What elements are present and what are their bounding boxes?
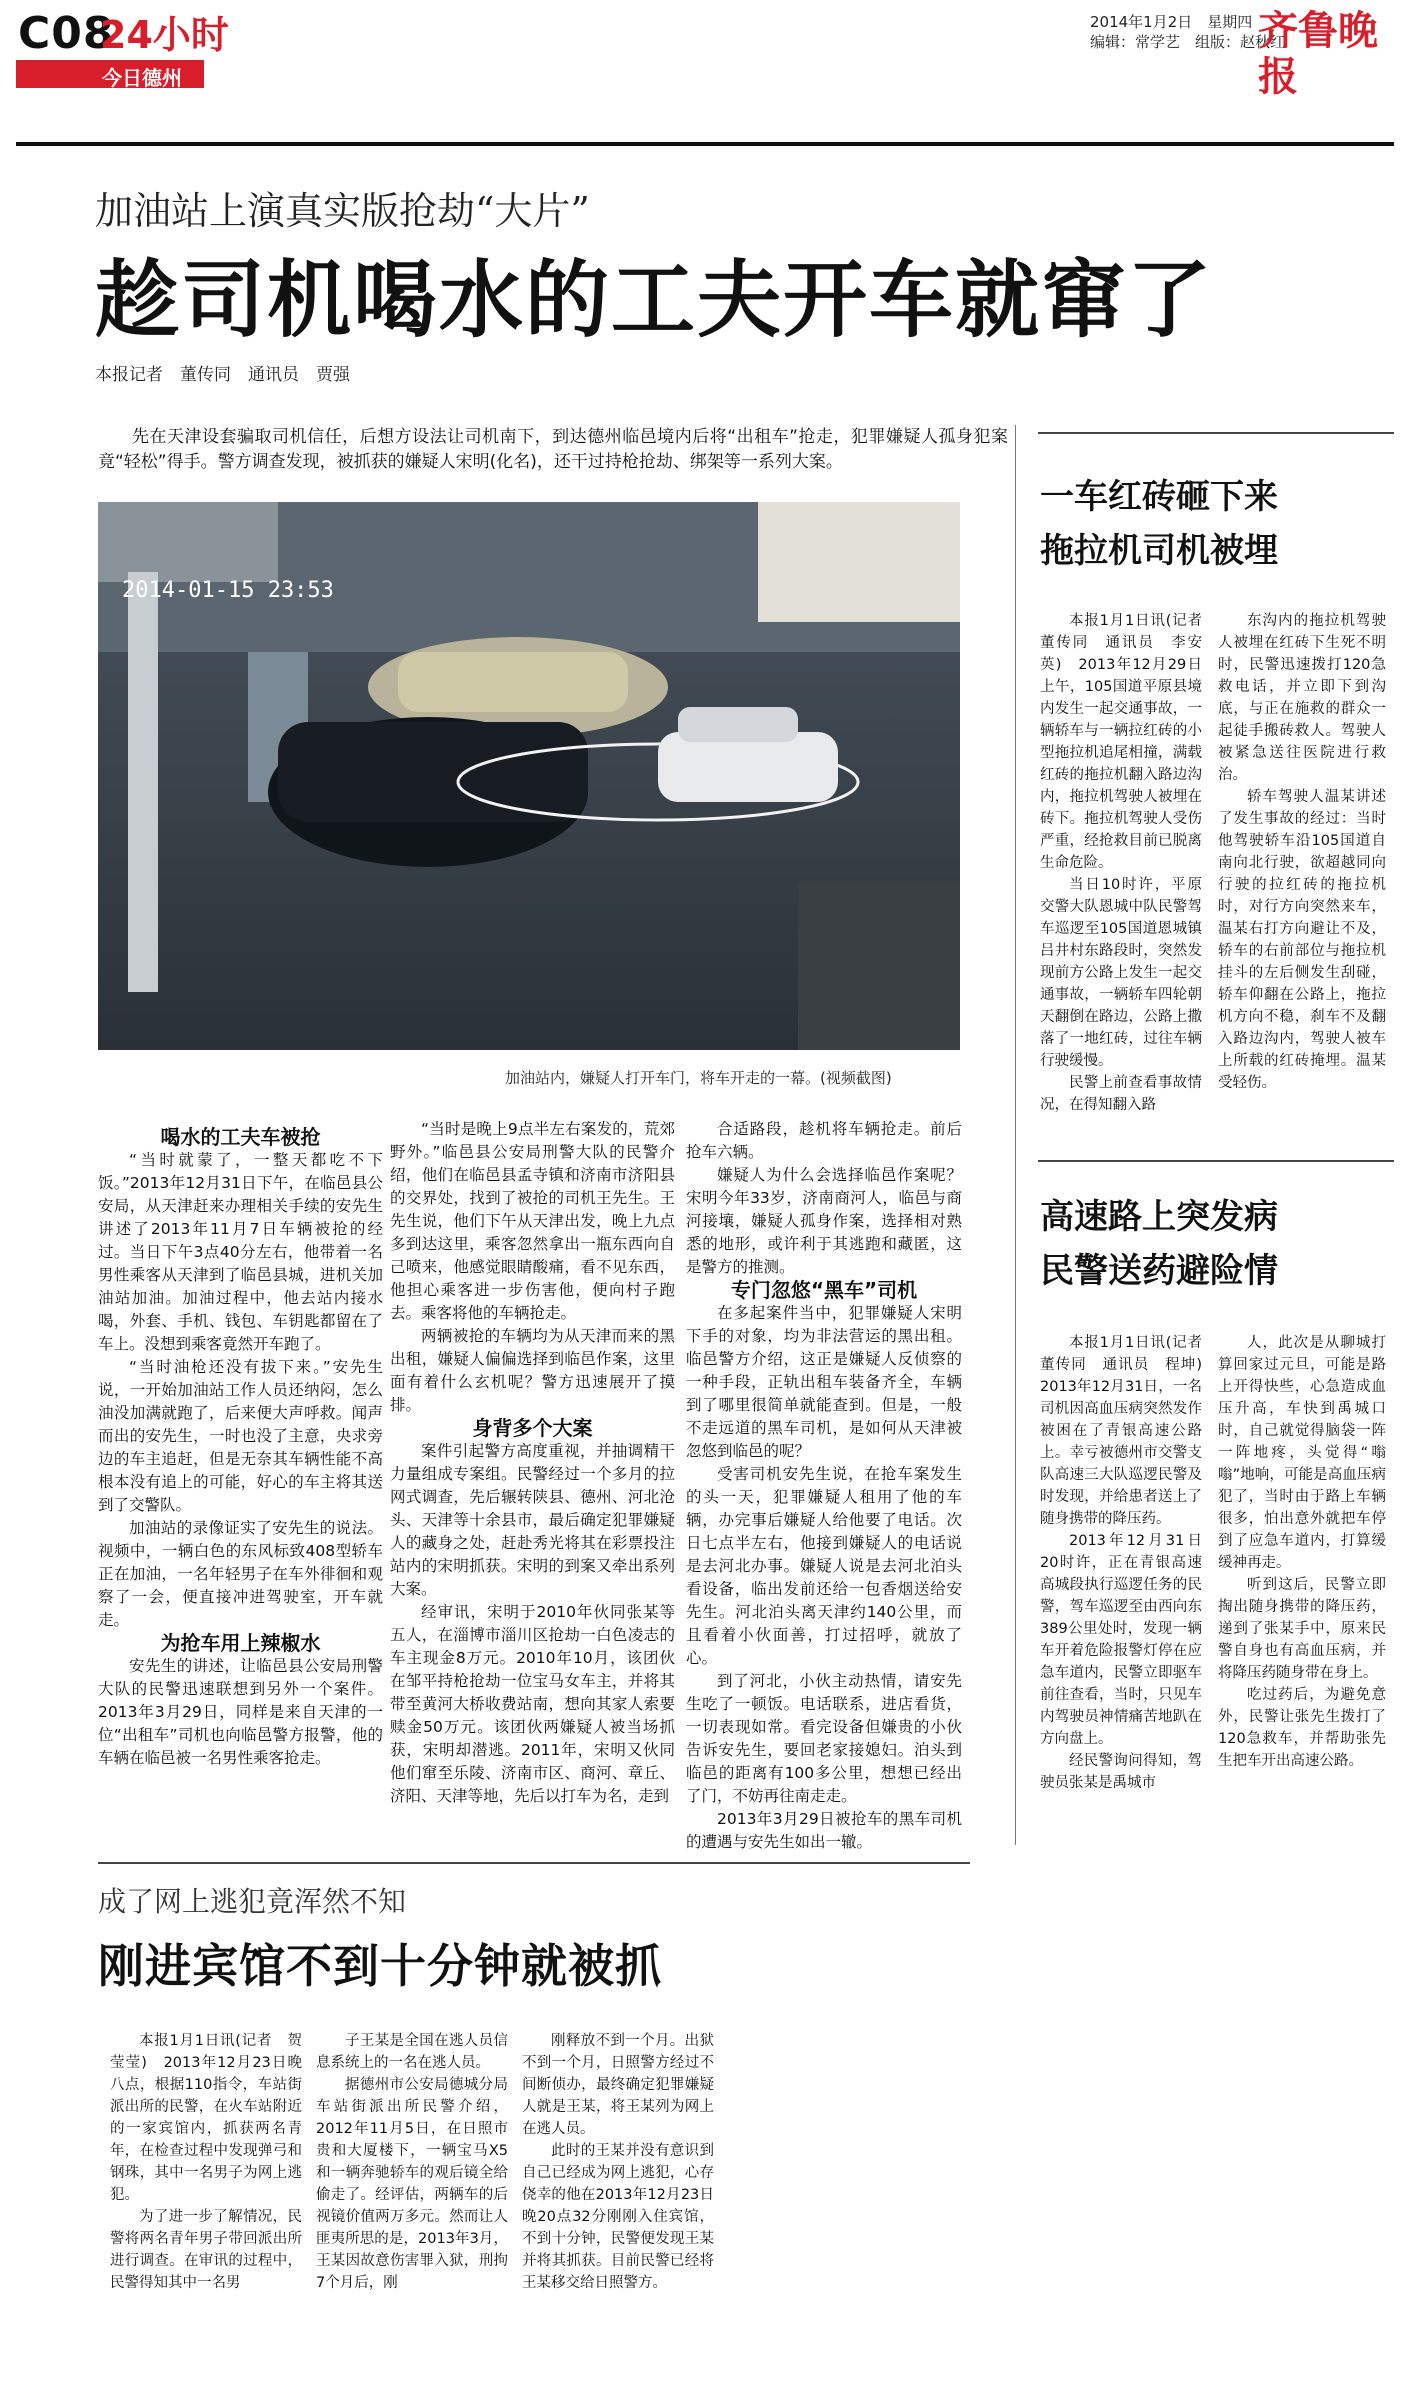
paragraph: 听到这后，民警立即掏出随身携带的降压药，递到了张某手中，原来民警自身也有高血压病，并将降压药随身带在身上。 — [1218, 1577, 1386, 1681]
paragraph: 到了河北，小伙主动热情，请安先生吃了一顿饭。电话联系，进店看货，一切表现如常。看完设备但嫌贵的小伙告诉安先生，要回老家接媳妇。泊头到临邑的距离有100多公里，想想已经出了门，不妨再往南走走。 — [686, 1672, 962, 1805]
side2-headline — [1040, 1190, 1278, 1298]
paragraph: 本报1月1日讯(记者 董传同 通讯员 李安英) 2013年12月29日上午，105国道平原县境内发生一起交通事故，一辆轿车与一辆拉红砖的小型拖拉机追尾相撞，满载红砖的拖拉机翻入路边沟内，拖拉机驾驶人被埋在砖下。拖拉机驾驶人受伤严重，经抢救目前已脱离生命危险。 — [1040, 613, 1217, 871]
side2-headline-line1: 高速路上突发病 — [1040, 1197, 1278, 1237]
header-meta — [1090, 12, 1285, 52]
side1-headline-line1: 一车红砖砸下来 — [1040, 477, 1278, 517]
bottom-headline: 刚进宾馆不到十分钟就被抓 — [98, 1939, 662, 1993]
newspaper-logo: 齐鲁晚报 — [1258, 7, 1378, 100]
bottom-kicker: 成了网上逃犯竟浑然不知 — [98, 1885, 407, 1918]
cctv-photo — [98, 502, 960, 1050]
paragraph: 本报1月1日讯(记者 贺莹莹) 2013年12月23日晚八点，根据110指令，车站街派出所的民警，在火车站附近的一家宾馆内，抓获两名青年，在检查过程中发现弹弓和钢珠，其中一名男子为网上逃犯。 — [110, 2033, 302, 2203]
bottom-column-3 — [522, 2030, 714, 2294]
bottom-column-2 — [316, 2030, 508, 2294]
paragraph: 刚释放不到一个月。出狱不到一个月，日照警方经过不间断侦办，最终确定犯罪嫌疑人就是王某，将王某列为网上在逃人员。 — [522, 2033, 714, 2137]
paragraph: 加油站的录像证实了安先生的说法。视频中，一辆白色的东风标致408型轿车正在加油，一名年轻男子在车外徘徊和观察了一会，便直接冲进驾驶室，开车就走。 — [98, 1519, 383, 1629]
subhead: 身背多个大案 — [472, 1416, 593, 1440]
paragraph: 案件引起警方高度重视，并抽调精干力量组成专案组。民警经过一个多月的拉网式调查，先后辗转陕县、德州、河北沧头、天津等十余县市，最后确定犯罪嫌疑人的藏身之处，赶赴秀光将其在彩票投注站内的宋明抓获。宋明的到案又牵出系列大案。 — [390, 1442, 675, 1598]
paragraph: 经民警询问得知，驾驶员张某是禹城市 — [1040, 1753, 1202, 1791]
side-rule — [1038, 1160, 1394, 1162]
side-rule — [1038, 432, 1394, 434]
page-code: C08 — [18, 8, 115, 59]
paragraph: 2013年3月29日被抢车的黑车司机的遭遇与安先生如出一辙。 — [686, 1810, 962, 1851]
photo-caption: 加油站内，嫌疑人打开车门，将车开走的一幕。(视频截图) — [505, 1069, 892, 1087]
main-headline: 趁司机喝水的工夫开车就窜了 — [95, 251, 1214, 349]
paragraph: 东沟内的拖拉机驾驶人被埋在红砖下生死不明时，民警迅速拨打120急救电话，并立即下到沟底，与正在施救的群众一起徒手搬砖救人。驾驶人被紧急送往医院进行救治。 — [1218, 613, 1386, 783]
paragraph: “当时就蒙了，一整天都吃不下饭。”2013年12月31日下午，在临邑县公安局，从天津赶来办理相关手续的安先生讲述了2013年11月7日车辆被抢的经过。当日下午3点40分左右，他带着一名男性乘客从天津到了临邑县城，进机关加油站加油。加油过程中，他去站内接水喝，外套、手机、钱包、车钥匙都留在了车上。没想到乘客竟然开车跑了。 — [98, 1151, 383, 1353]
editor-credits: 编辑：常学艺 组版：赵秋红 — [1090, 33, 1286, 51]
paragraph: 人，此次是从聊城打算回家过元旦，可能是路上开得快些，心急造成血压升高，车快到禹城口时，自己就觉得脑袋一阵一阵地疼，头觉得“嗡嗡”地响，可能是高血压病犯了，当时由于路上车辆很多，怕出意外就把车停到了应急车道内，打算缓缓神再走。 — [1218, 1335, 1386, 1571]
side1-headline — [1040, 470, 1278, 578]
subsection-bar — [16, 60, 204, 88]
paragraph: 本报1月1日讯(记者 董传同 通讯员 程坤) 2013年12月31日，一名司机因高血压病突然发作被困在了青银高速公路上。幸亏被德州市交警支队高速三大队巡逻民警及时发现，并给患者送上了随身携带的降压药。 — [1040, 1335, 1217, 1527]
paragraph: “当时油枪还没有拔下来。”安先生说，一开始加油站工作人员还纳闷，怎么油没加满就跑了，后来便大声呼救。闻声而出的安先生，一时也没了主意，央求旁边的车主追赶，但是无奈其车辆性能不高根本没有追上的可能，好心的车主将其送到了交警队。 — [98, 1358, 383, 1514]
paragraph: 民警上前查看事故情况，在得知翻入路 — [1040, 1075, 1202, 1113]
paragraph: 2013年12月31日20时许，正在青银高速高城段执行巡逻任务的民警，驾车巡逻至由西向东389公里处时，发现一辆车开着危险报警灯停在应急车道内，民警立即驱车前往查看，当时，只见车内驾驶员神情痛苦地趴在方向盘上。 — [1040, 1533, 1202, 1747]
section-title: 24小时 — [100, 13, 229, 57]
paragraph: “当时是晚上9点半左右案发的，荒郊野外。”临邑县公安局刑警大队的民警介绍，他们在临邑县孟寺镇和济南市济阳县的交界处，找到了被抢的司机王先生。王先生说，他们下午从天津出发，晚上九点多到达这里，乘客忽然拿出一瓶东西向自己喷来，他感觉眼睛酸痛，看不见东西，他担心乘客进一步伤害他，便向村子跑去。乘客将他的车辆抢走。 — [390, 1120, 675, 1322]
paragraph: 轿车驾驶人温某讲述了发生事故的经过：当时他驾驶轿车沿105国道自南向北行驶，欲超越同向行驶的拉红砖的拖拉机时，对行方向突然来车，温某右打方向避让不及，轿车的右前部位与拖拉机挂斗的左后侧发生刮碰，轿车仰翻在公路上，拖拉机方向不稳，刹车不及翻入路边沟内，驾驶人被车上所载的红砖掩埋。温某受轻伤。 — [1218, 789, 1386, 1091]
paragraph: 经审讯，宋明于2010年伙同张某等五人，在淄博市淄川区抢劫一白色凌志的车主现金8万元。2010年10月，该团伙在邹平持枪抢劫一位宝马女车主，并将其带至黄河大桥收费站南，想向其家人索要赎金50万元。该团伙两嫌疑人被当场抓获，宋明却潜逃。2011年，宋明又伙同他们窜至乐陵、济南市区、商河、章丘、济阳、天津等地，先后以打车为名，走到 — [390, 1603, 675, 1805]
main-column-2 — [390, 1118, 675, 1808]
side1-headline-line2: 拖拉机司机被埋 — [1040, 531, 1278, 571]
side2-column-1 — [1040, 1332, 1217, 1794]
paragraph: 为了进一步了解情况，民警将两名青年男子带回派出所进行调查。在审讯的过程中，民警得知其中一名男 — [110, 2209, 302, 2291]
cctv-timestamp: 2014-01-15 23:53 — [122, 578, 334, 603]
paragraph: 吃过药后，为避免意外，民警让张先生拨打了120急救车，并帮助张先生把车开出高速公路。 — [1218, 1687, 1386, 1769]
main-column-3 — [686, 1118, 962, 1854]
paragraph: 在多起案件当中，犯罪嫌疑人宋明下手的对象，均为非法营运的黑出租。临邑警方介绍，这正是嫌疑人反侦察的一种手段，正轨出租车装备齐全，车辆到了哪里很简单就能查到。但是，一般不走远道的黑车司机，是如何从天津被忽悠到临邑的呢？ — [686, 1304, 962, 1460]
issue-date: 2014年1月2日 星期四 — [1090, 13, 1253, 31]
subsection-label: 今日德州 — [102, 66, 182, 90]
paragraph: 子王某是全国在逃人员信息系统上的一名在逃人员。 — [316, 2033, 508, 2071]
paragraph: 当日10时许，平原交警大队恩城中队民警驾车巡逻至105国道恩城镇吕井村东路段时，突然发现前方公路上发生一起交通事故，一辆轿车四轮朝天翻倒在路边，公路上撒落了一地红砖，过往车辆行驶缓慢。 — [1040, 877, 1202, 1069]
header-rule — [16, 142, 1394, 146]
side1-column-2 — [1218, 610, 1386, 1094]
subhead: 为抢车用上辣椒水 — [160, 1631, 321, 1655]
side2-column-2 — [1218, 1332, 1386, 1772]
side2-headline-line2: 民警送药避险情 — [1040, 1251, 1278, 1291]
main-byline: 本报记者 董传同 通讯员 贾强 — [95, 365, 350, 385]
bottom-column-1 — [110, 2030, 302, 2294]
paragraph: 据德州市公安局德城分局车站街派出所民警介绍，2012年11月5日，在日照市贵和大厦楼下，一辆宝马X5和一辆奔驰轿车的观后镜全给偷走了。经评估，两辆车的后视镜价值两万多元。然而让人匪夷所思的是，2013年3月，王某因故意伤害罪入狱，刑拘7个月后，刚 — [316, 2077, 508, 2291]
subhead: 喝水的工夫车被抢 — [160, 1125, 321, 1149]
paragraph: 此时的王某并没有意识到自己已经成为网上逃犯，心存侥幸的他在2013年12月23日晚20点32分刚刚入住宾馆，不到十分钟，民警便发现王某并将其抓获。目前民警已经将王某移交给日照警方。 — [522, 2143, 714, 2291]
main-kicker: 加油站上演真实版抢劫“大片” — [95, 189, 590, 233]
main-column-1 — [98, 1126, 383, 1770]
subhead: 专门忽悠“黑车”司机 — [730, 1278, 918, 1302]
main-lead: 先在天津设套骗取司机信任，后想方设法让司机南下，到达德州临邑境内后将“出租车”抢走，犯罪嫌疑人孤身犯案竟“轻松”得手。警方调查发现，被抓获的嫌疑人宋明(化名)，还干过持枪抢劫、绑架等一系列大案。 — [98, 427, 1008, 472]
column-divider — [1015, 425, 1016, 1845]
bottom-rule — [98, 1862, 970, 1864]
paragraph: 受害司机安先生说，在抢车案发生的头一天，犯罪嫌疑人租用了他的车辆，办完事后嫌疑人给他要了电话。次日七点半左右，他接到嫌疑人的电话说是去河北办事。嫌疑人说是去河北泊头看设备，临出发前还给一包香烟送给安先生。河北泊头离天津约140公里，而且看着小伙面善，打过招呼，就放了心。 — [686, 1465, 962, 1667]
paragraph: 安先生的讲述，让临邑县公安局刑警大队的民警迅速联想到另外一个案件。2013年3月29日，同样是来自天津的一位“出租车”司机也向临邑警方报警，他的车辆在临邑被一名男性乘客抢走。 — [98, 1657, 383, 1767]
paragraph: 两辆被抢的车辆均为从天津而来的黑出租，嫌疑人偏偏选择到临邑作案，这里面有着什么玄机呢？警方迅速展开了摸排。 — [390, 1327, 675, 1414]
paragraph: 合适路段，趁机将车辆抢走。前后抢车六辆。 — [686, 1120, 962, 1161]
side1-column-1 — [1040, 610, 1217, 1116]
paragraph: 嫌疑人为什么会选择临邑作案呢？宋明今年33岁，济南商河人，临邑与商河接壤，嫌疑人孤身作案，选择相对熟悉的地形，或许利于其逃跑和藏匿，这是警方的推测。 — [686, 1166, 962, 1276]
